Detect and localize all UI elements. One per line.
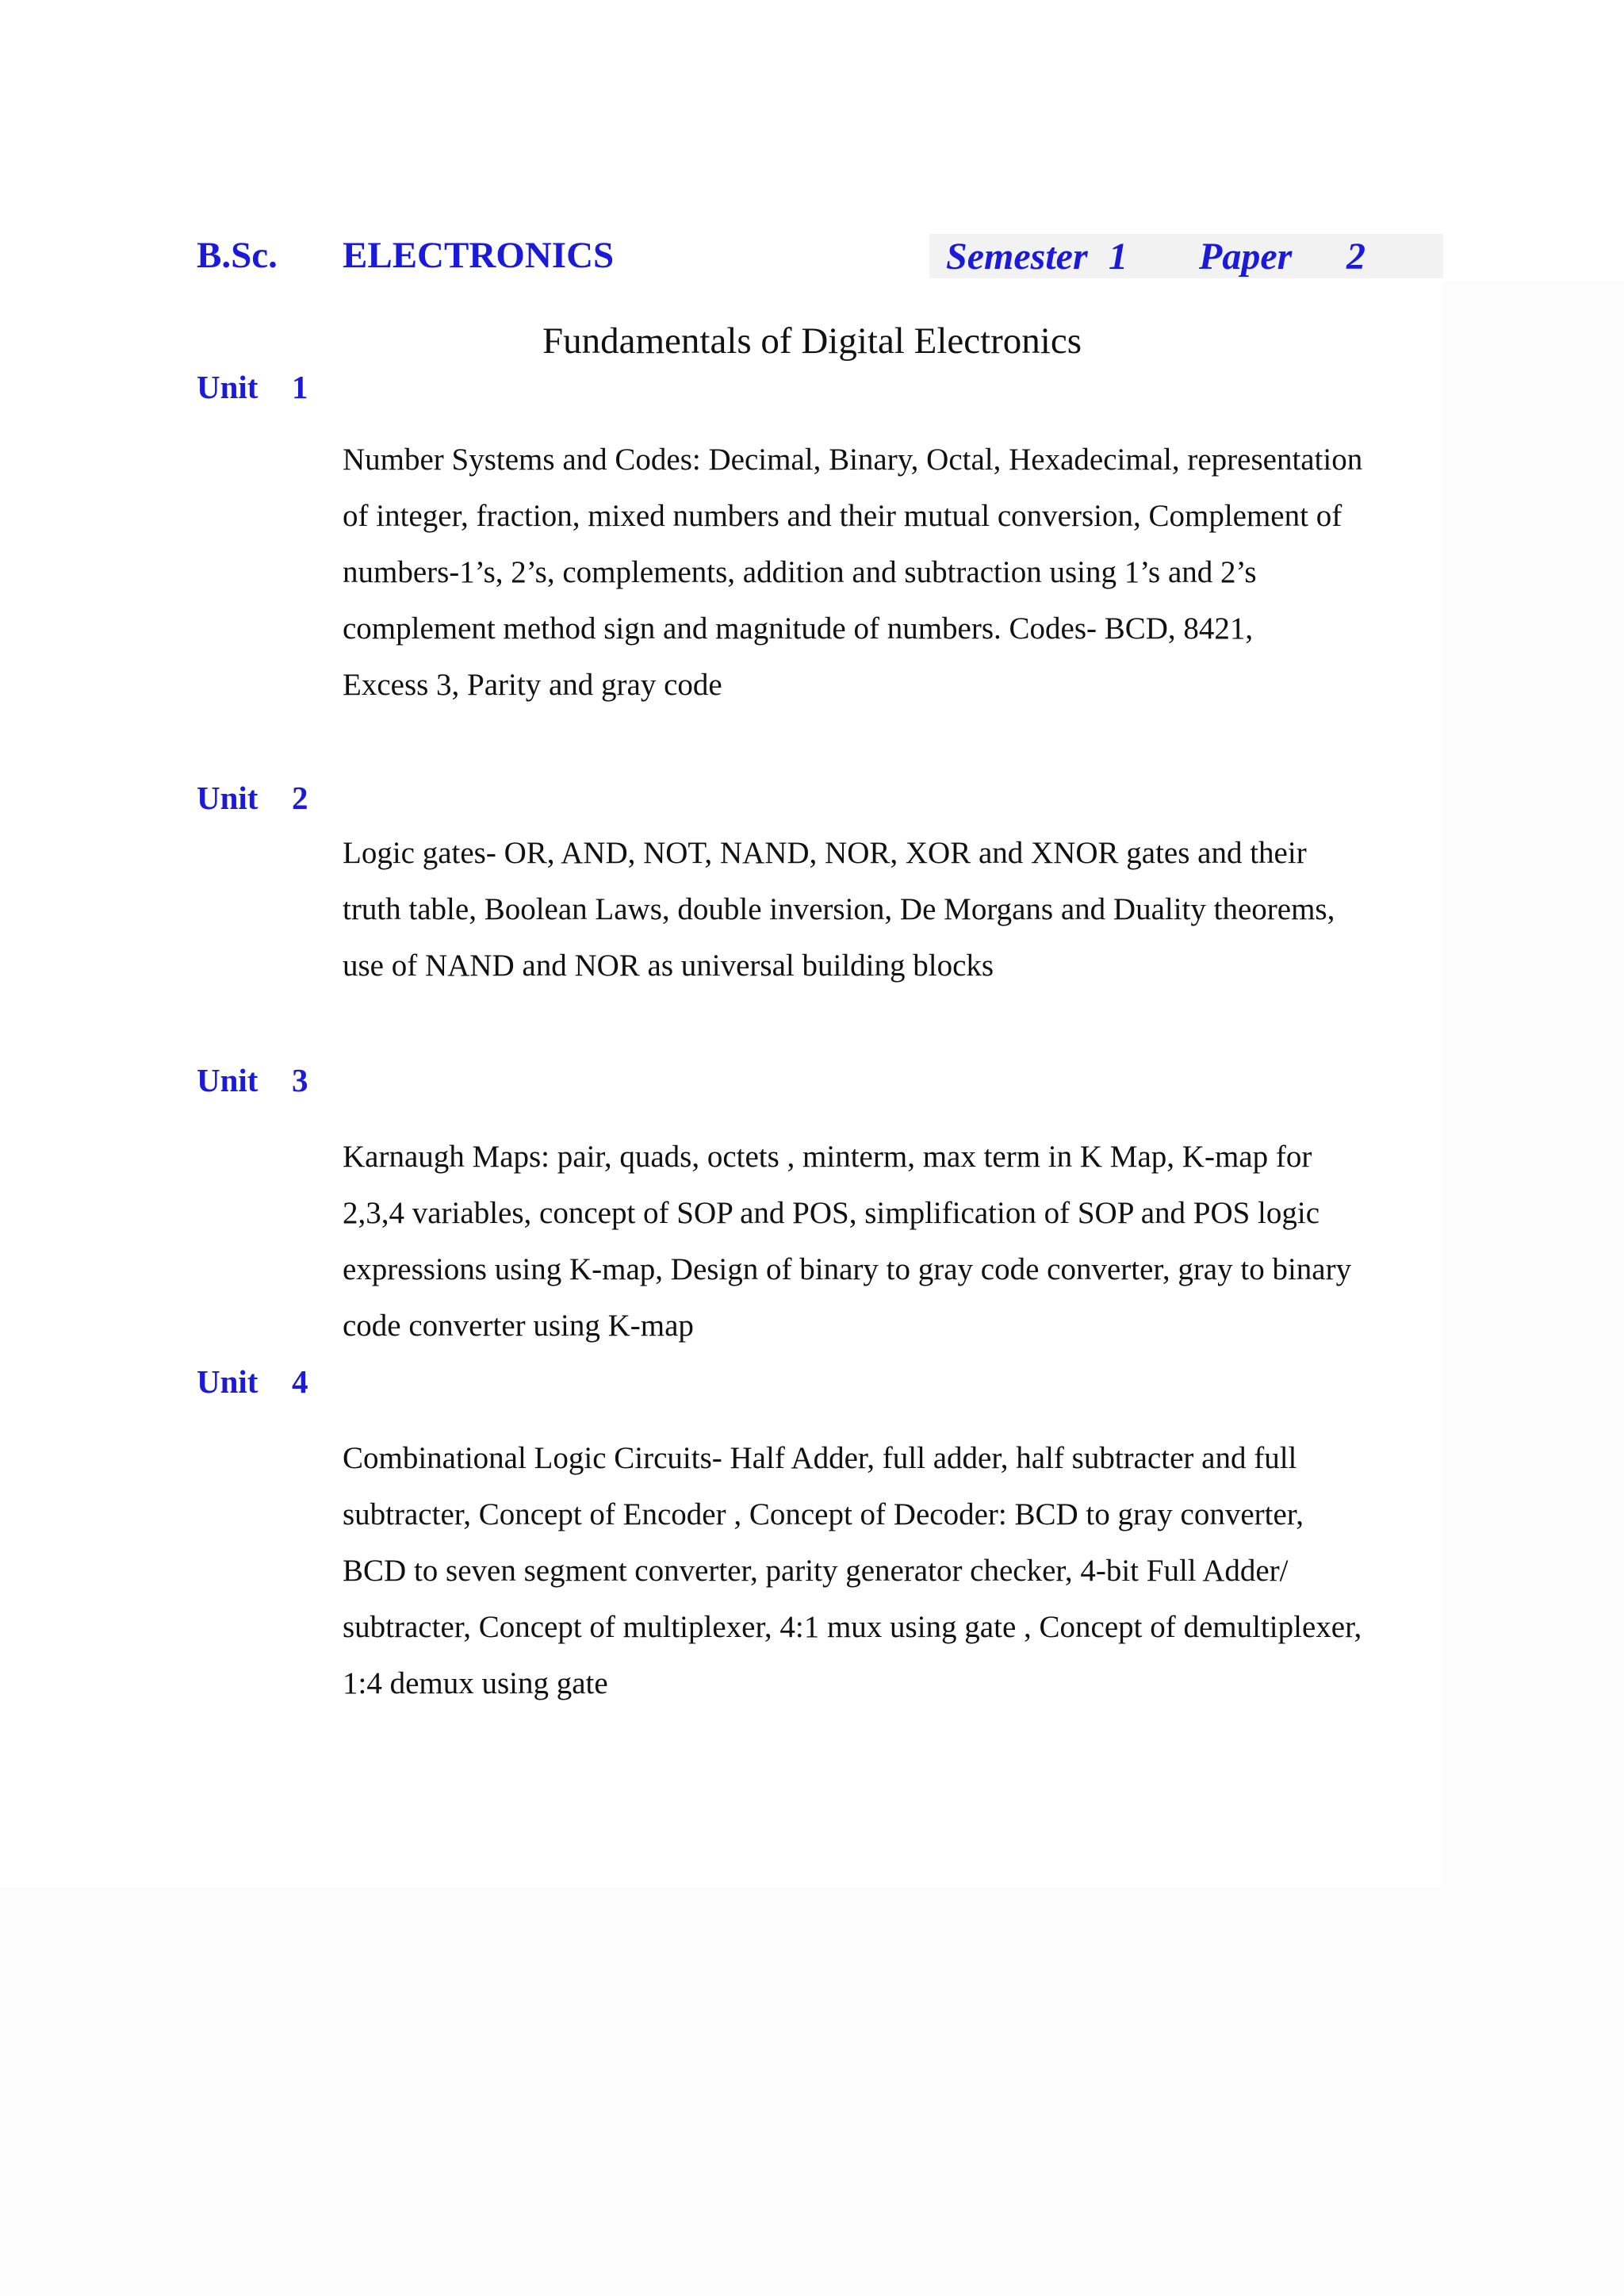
unit-heading-4 bbox=[197, 1361, 308, 1402]
page-shade-bottom bbox=[0, 1888, 1624, 2296]
unit-number: 2 bbox=[292, 780, 308, 816]
unit-text-line: Combinational Logic Circuits- Half Adder, full adder, half subtracter and full bbox=[343, 1441, 1297, 1475]
unit-body-3 bbox=[343, 1129, 1445, 1354]
unit-word: Unit bbox=[197, 780, 259, 816]
paper-label: Paper bbox=[1199, 236, 1293, 278]
unit-word: Unit bbox=[197, 1363, 259, 1400]
unit-text-line: of integer, fraction, mixed numbers and their mutual conversion, Complement of bbox=[343, 499, 1342, 533]
unit-text-line: subtracter, Concept of Encoder , Concept of Decoder: BCD to gray converter, bbox=[343, 1497, 1304, 1531]
unit-number: 1 bbox=[292, 369, 308, 405]
semester-number: 1 bbox=[1109, 236, 1128, 278]
semester-paper-box bbox=[929, 234, 1443, 278]
unit-heading-3 bbox=[197, 1060, 308, 1101]
unit-text-line: code converter using K-map bbox=[343, 1309, 694, 1343]
unit-number: 3 bbox=[292, 1062, 308, 1098]
subject-label: ELECTRONICS bbox=[343, 235, 615, 276]
unit-number: 4 bbox=[292, 1363, 308, 1400]
paper-number: 2 bbox=[1346, 236, 1365, 278]
paper-title-row bbox=[0, 317, 1624, 365]
unit-text-line: expressions using K-map, Design of binary to gray code converter, gray to binary bbox=[343, 1252, 1352, 1286]
unit-body-2 bbox=[343, 825, 1445, 994]
degree-label: B.Sc. bbox=[197, 235, 278, 276]
unit-text-line: 1:4 demux using gate bbox=[343, 1666, 608, 1700]
unit-heading-1 bbox=[197, 366, 308, 408]
unit-word: Unit bbox=[197, 369, 259, 405]
unit-text-line: use of NAND and NOR as universal building blocks bbox=[343, 949, 994, 983]
unit-text-line: Logic gates- OR, AND, NOT, NAND, NOR, XOR and XNOR gates and their bbox=[343, 836, 1307, 870]
unit-text-line: numbers-1’s, 2’s, complements, addition and subtraction using 1’s and 2’s bbox=[343, 555, 1257, 589]
unit-word: Unit bbox=[197, 1062, 259, 1098]
unit-text-line: truth table, Boolean Laws, double inversion, De Morgans and Duality theorems, bbox=[343, 892, 1335, 926]
unit-text-line: subtracter, Concept of multiplexer, 4:1 mux using gate , Concept of demultiplexer, bbox=[343, 1610, 1362, 1644]
paper-title: Fundamentals of Digital Electronics bbox=[542, 320, 1082, 362]
unit-text-line: Karnaugh Maps: pair, quads, octets , minterm, max term in K Map, K-map for bbox=[343, 1140, 1312, 1174]
unit-heading-2 bbox=[197, 777, 308, 818]
unit-body-1 bbox=[343, 431, 1445, 713]
unit-text-line: Excess 3, Parity and gray code bbox=[343, 668, 722, 702]
unit-text-line: Number Systems and Codes: Decimal, Binary, Octal, Hexadecimal, representation bbox=[343, 443, 1363, 477]
semester-label: Semester bbox=[946, 236, 1088, 278]
unit-text-line: BCD to seven segment converter, parity generator checker, 4-bit Full Adder/ bbox=[343, 1554, 1289, 1588]
unit-text-line: complement method sign and magnitude of numbers. Codes- BCD, 8421, bbox=[343, 611, 1254, 646]
unit-text-line: 2,3,4 variables, concept of SOP and POS, simplification of SOP and POS logic bbox=[343, 1196, 1320, 1230]
unit-body-4 bbox=[343, 1430, 1445, 1711]
